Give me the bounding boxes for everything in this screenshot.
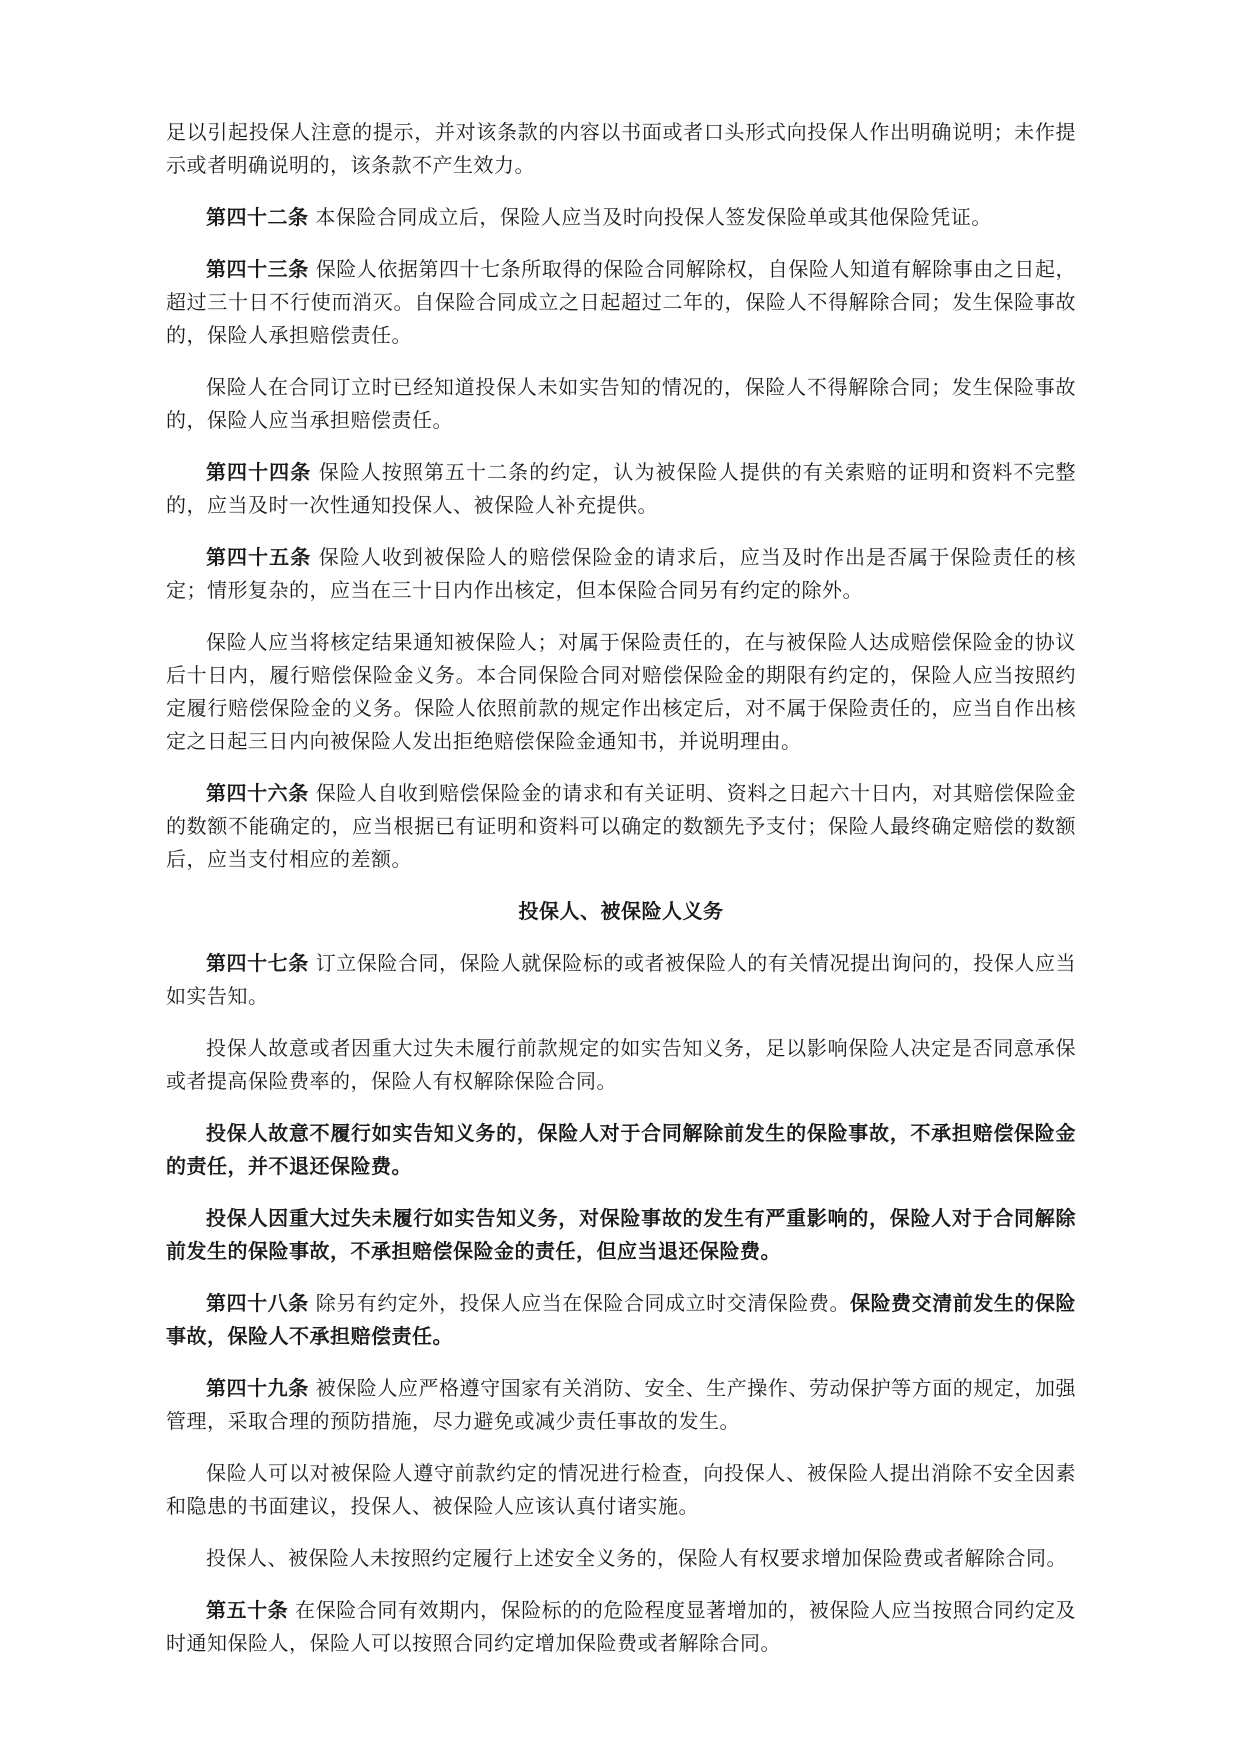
paragraph-text: 保险人在合同订立时已经知道投保人未如实告知的情况的，保险人不得解除合同；发生保险事故的，保险人应当承担赔偿责任。 bbox=[166, 375, 1076, 432]
article-47-clause-2 bbox=[166, 1032, 1076, 1098]
paragraph-text: 本保险合同成立后，保险人应当及时向投保人签发保险单或其他保险凭证。 bbox=[315, 205, 992, 229]
paragraph-text: 保险人应当将核定结果通知被保险人；对属于保险责任的，在与被保险人达成赔偿保险金的协议后十日内，履行赔偿保险金义务。本合同保险合同对赔偿保险金的期限有约定的，保险人应当按照约定履行赔偿保险金的义务。保险人依照前款的规定作出核定后，对不属于保险责任的，应当自作出核定之日起三日内向被保险人发出拒绝赔偿保险金通知书，并说明理由。 bbox=[166, 630, 1076, 753]
article-number: 第四十二条 bbox=[206, 205, 309, 229]
article-45-clause-2 bbox=[166, 626, 1076, 758]
paragraph-text: 足以引起投保人注意的提示，并对该条款的内容以书面或者口头形式向投保人作出明确说明；未作提示或者明确说明的，该条款不产生效力。 bbox=[166, 120, 1076, 177]
article-number: 第四十五条 bbox=[206, 545, 312, 569]
paragraph-text: 保险人收到被保险人的赔偿保险金的请求后，应当及时作出是否属于保险责任的核定；情形复杂的，应当在三十日内作出核定，但本保险合同另有约定的除外。 bbox=[166, 545, 1077, 602]
section-heading: 投保人、被保险人义务 bbox=[518, 899, 724, 923]
article-number: 第四十四条 bbox=[206, 460, 312, 484]
article-47-clause-3 bbox=[166, 1117, 1076, 1183]
article-44 bbox=[166, 456, 1076, 522]
paragraph-text: 保险人按照第五十二条的约定，认为被保险人提供的有关索赔的证明和资料不完整的，应当及时一次性通知投保人、被保险人补充提供。 bbox=[166, 460, 1077, 517]
article-43-clause-2 bbox=[166, 371, 1076, 437]
article-number: 第四十三条 bbox=[206, 257, 309, 281]
paragraph-bold-tail: 保险费交清前发生的保险事故，保险人不承担赔偿责任。 bbox=[166, 1291, 1077, 1348]
article-48 bbox=[166, 1287, 1076, 1353]
paragraph-text: 投保人故意或者因重大过失未履行前款规定的如实告知义务，足以影响保险人决定是否同意承保或者提高保险费率的，保险人有权解除保险合同。 bbox=[166, 1036, 1076, 1093]
paragraph-text: 订立保险合同，保险人就保险标的或者被保险人的有关情况提出询问的，投保人应当如实告知。 bbox=[166, 951, 1077, 1008]
paragraph-text: 除另有约定外，投保人应当在保险合同成立时交清保险费。 bbox=[315, 1291, 851, 1315]
article-42 bbox=[166, 201, 1076, 234]
paragraph-text: 投保人、被保险人未按照约定履行上述安全义务的，保险人有权要求增加保险费或者解除合同。 bbox=[206, 1546, 1067, 1570]
document-page bbox=[166, 116, 1076, 1679]
article-49 bbox=[166, 1372, 1076, 1438]
paragraph-text: 保险人依据第四十七条所取得的保险合同解除权，自保险人知道有解除事由之日起，超过三十日不行使而消灭。自保险合同成立之日起超过二年的，保险人不得解除合同；发生保险事故的，保险人承担赔偿责任。 bbox=[166, 257, 1077, 347]
article-50 bbox=[166, 1594, 1076, 1660]
article-49-clause-2 bbox=[166, 1457, 1076, 1523]
article-47-clause-4 bbox=[166, 1202, 1076, 1268]
article-45 bbox=[166, 541, 1076, 607]
paragraph-text: 在保险合同有效期内，保险标的的危险程度显著增加的，被保险人应当按照合同约定及时通知保险人，保险人可以按照合同约定增加保险费或者解除合同。 bbox=[166, 1598, 1077, 1655]
paragraph-continuation bbox=[166, 116, 1076, 182]
article-43 bbox=[166, 253, 1076, 352]
article-number: 第五十条 bbox=[206, 1598, 289, 1622]
article-number: 第四十六条 bbox=[206, 781, 309, 805]
article-49-clause-3 bbox=[166, 1542, 1076, 1575]
paragraph-text: 被保险人应严格遵守国家有关消防、安全、生产操作、劳动保护等方面的规定，加强管理，采取合理的预防措施，尽力避免或减少责任事故的发生。 bbox=[166, 1376, 1077, 1433]
article-number: 第四十八条 bbox=[206, 1291, 309, 1315]
article-number: 第四十九条 bbox=[206, 1376, 309, 1400]
article-number: 第四十七条 bbox=[206, 951, 309, 975]
paragraph-text: 保险人自收到赔偿保险金的请求和有关证明、资料之日起六十日内，对其赔偿保险金的数额不能确定的，应当根据已有证明和资料可以确定的数额先予支付；保险人最终确定赔偿的数额后，应当支付相应的差额。 bbox=[166, 781, 1077, 871]
paragraph-text: 投保人因重大过失未履行如实告知义务，对保险事故的发生有严重影响的，保险人对于合同解除前发生的保险事故，不承担赔偿保险金的责任，但应当退还保险费。 bbox=[166, 1206, 1076, 1263]
paragraph-text: 保险人可以对被保险人遵守前款约定的情况进行检查，向投保人、被保险人提出消除不安全因素和隐患的书面建议，投保人、被保险人应该认真付诸实施。 bbox=[166, 1461, 1076, 1518]
article-46 bbox=[166, 777, 1076, 876]
article-47 bbox=[166, 947, 1076, 1013]
paragraph-text: 投保人故意不履行如实告知义务的，保险人对于合同解除前发生的保险事故，不承担赔偿保险金的责任，并不退还保险费。 bbox=[166, 1121, 1076, 1178]
